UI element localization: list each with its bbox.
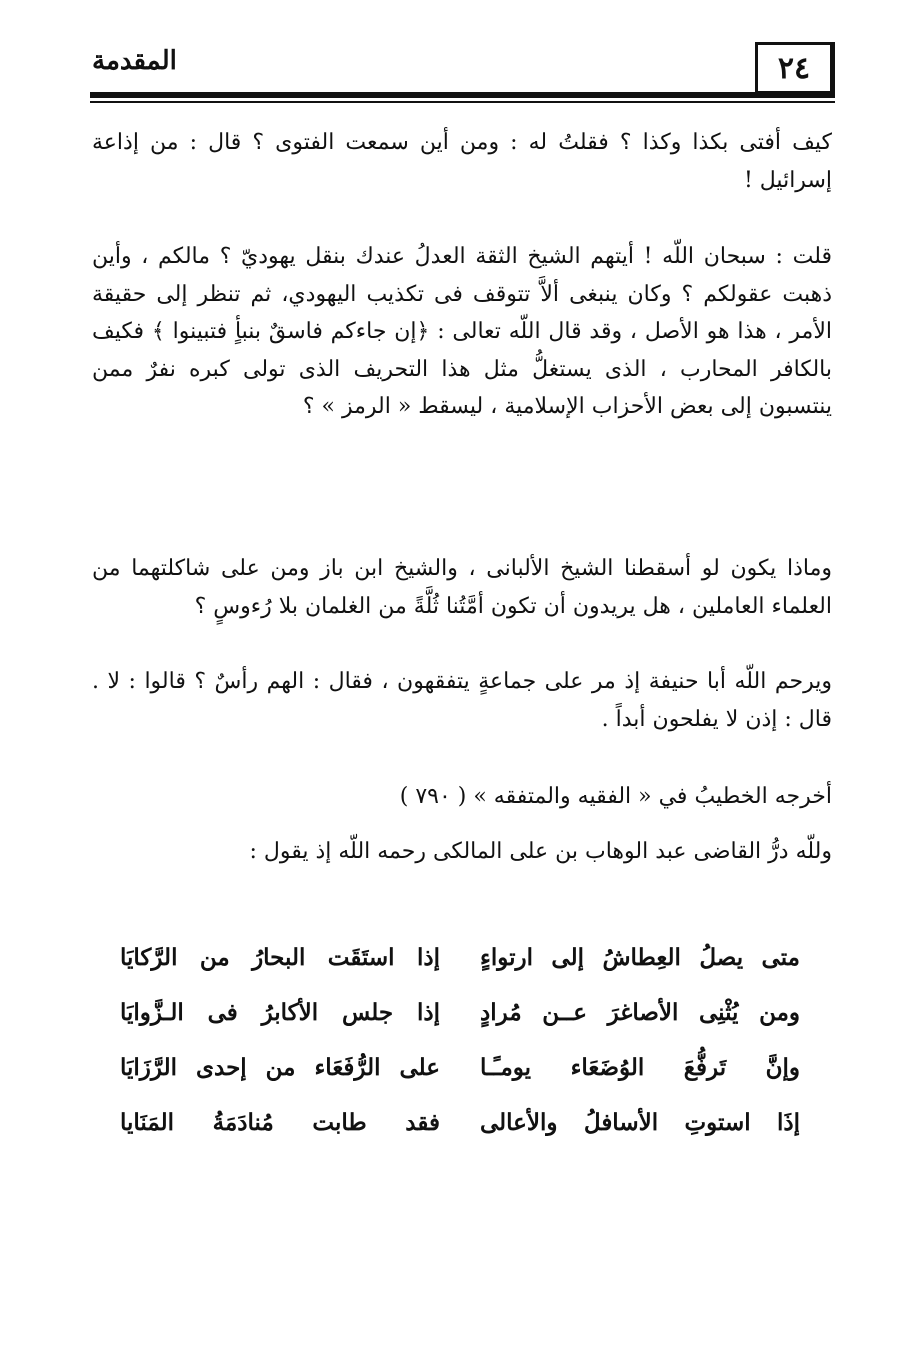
citation-line: أخرجه الخطيبُ في « الفقيه والمتفقه » ( ٧٩٠ ) xyxy=(399,784,832,809)
header-rule-thick xyxy=(90,92,835,98)
paragraph-1: كيف أفتى بكذا وكذا ؟ فقلتُ له : ومن أين سمعت الفتوى ؟ قال : من إذاعة إسرائيل ! xyxy=(92,130,832,193)
page-number-box: ٢٤ xyxy=(755,42,835,96)
running-header-title: المقدمة xyxy=(92,46,177,76)
poem-verse xyxy=(120,930,800,985)
poem-verse xyxy=(120,1040,800,1095)
paragraph-2: قلت : سبحان اللّه ! أيتهم الشيخ الثقة العدلُ عندك بنقل يهوديّ ؟ مالكم ، وأين ذهبت عقولكم ؟ وكان ينبغى ألاَّ تتوقف فى تكذيب اليهودي، ثم تنظر إلى حقيقة الأمر ، هذا هو الأصل ، وقد قال اللّه تعالى : ﴿إن جاءكم فاسقٌ بنبأٍ فتبينوا ﴾ فكيف بالكافر المحارب ، الذى يستغلُّ مثل هذا التحريف الذى تولى كبره نفرٌ ممن ينتسبون إلى بعض الأحزاب الإسلامية ، ليسقط « الرمز » ؟ xyxy=(92,244,832,419)
verse-first-hemistich: وإنَّ تَرفُّعَ الوُضَعَاء يومـًـا xyxy=(480,1054,800,1081)
verse-first-hemistich: ومن يُثْنِى الأصاغرَ عــن مُرادٍ xyxy=(480,999,800,1026)
header-rule-thin xyxy=(90,101,835,103)
poem-verse xyxy=(120,985,800,1040)
verse-second-hemistich: إذا استَقَت البحارُ من الرَّكايَا xyxy=(120,944,440,971)
paragraph-3: وماذا يكون لو أسقطنا الشيخ الألبانى ، والشيخ ابن باز ومن على شاكلتهما من العلماء العاملين ، هل يريدون أن تكون أمَّتُنا ثُلَّةً من الغلمان بلا رُءوسٍ ؟ xyxy=(92,556,832,619)
verse-first-hemistich: متى يصلُ العِطاشُ إلى ارتواءٍ xyxy=(480,944,800,971)
poem-verse xyxy=(120,1095,800,1150)
poem-intro: وللّه درُّ القاضى عبد الوهاب بن على المالكى رحمه اللّه إذ يقول : xyxy=(249,839,832,864)
verse-second-hemistich: على الرُّفَعَاء من إحدى الرَّزَايَا xyxy=(120,1054,440,1081)
verse-second-hemistich: فقد طابت مُنادَمَةُ المَنَايا xyxy=(120,1109,440,1136)
verse-first-hemistich: إذَا استوتِ الأسافلُ والأعالى xyxy=(480,1109,800,1136)
paragraph-4: ويرحم اللّه أبا حنيفة إذ مر على جماعةٍ يتفقهون ، فقال : الهم رأسٌ ؟ قالوا : لا . قال : إذن لا يفلحون أبداً . xyxy=(92,669,832,732)
verse-second-hemistich: إذا جلس الأكابرُ فى الـزَّوايَا xyxy=(120,999,440,1026)
poem xyxy=(120,930,800,1150)
